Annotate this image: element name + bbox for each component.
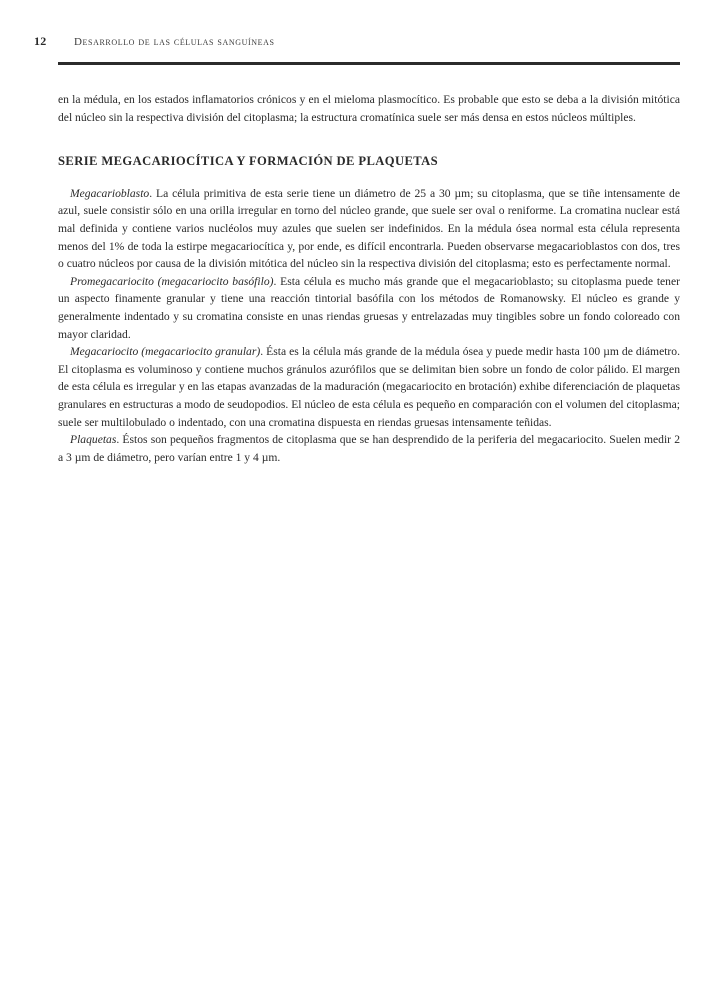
paragraph-megacarioblasto	[58, 185, 680, 273]
text-promegacariocito: . Esta célula es mucho más grande que el megacarioblasto; su citoplasma puede tener un aspecto finamente granular y tiene una reacción tintorial basófila con los métodos de Romanowsky. El núcleo es grande y generalmente indentado y su cromatina consiste en unas riendas gruesas y entrelazadas muy tingibles sobre un fondo coloreado con mayor claridad.	[58, 274, 680, 341]
running-head	[34, 34, 680, 56]
book-page	[34, 34, 680, 466]
paragraph-megacariocito	[58, 343, 680, 431]
text-plaquetas: . Éstos son pequeños fragmentos de citoplasma que se han desprendido de la periferia del megacariocito. Suelen medir 2 a 3 µm de diámetro, pero varían entre 1 y 4 µm.	[58, 433, 680, 464]
paragraph-promegacariocito	[58, 273, 680, 343]
paragraph-plaquetas	[58, 431, 680, 466]
page-number: 12	[34, 34, 47, 48]
term-promegacariocito: Promegacariocito (megacariocito basófilo)	[70, 274, 274, 288]
body-text	[58, 91, 680, 466]
intro-paragraph: en la médula, en los estados inflamatorios crónicos y en el mieloma plasmocítico. Es probable que esto se deba a la división mitótica del núcleo sin la respectiva división del citoplasma; la estructura cromatínica suele ser más densa en estos núcleos múltiples.	[58, 93, 680, 124]
text-megacarioblasto: . La célula primitiva de esta serie tiene un diámetro de 25 a 30 µm; su citoplasma, que se tiñe intensamente de azul, suele consistir sólo en una orilla irregular en torno del núcleo grande, que suele ser oval o reniforme. La cromatina nuclear está mal definida y contiene varios nucléolos muy azules que suelen ser indefinidos. En la médula ósea normal esta célula representa menos del 1% de toda la estirpe megacariocítica y, por ende, es difícil encontrarla. Pueden observarse megacarioblastos con dos, tres o cuatro núcleos por causa de la división mitótica del núcleo sin la respectiva división del citoplasma; esto es perfectamente normal.	[58, 186, 680, 271]
term-megacariocito: Megacariocito (megacariocito granular)	[70, 345, 261, 359]
term-plaquetas: Plaquetas	[70, 433, 117, 447]
section-heading: SERIE MEGACARIOCÍTICA Y FORMACIÓN DE PLAQUETAS	[58, 154, 439, 169]
text-megacariocito: . Ésta es la célula más grande de la médula ósea y puede medir hasta 100 µm de diámetro. El citoplasma es voluminoso y contiene muchos gránulos azurófilos que se delimitan bien sobre un fondo de color pálido. El margen de esta célula es irregular y en las etapas avanzadas de la maduración (megacariocito en brotación) exhibe diferenciación de plaquetas granulares en estructuras a modo de seudopodios. El núcleo de esta célula es pequeño en comparación con el volumen del citoplasma; suele ser multilobulado o indentado, con una cromatina dispuesta en riendas gruesas intensamente teñidas.	[58, 345, 680, 429]
running-title: Desarrollo de las células sanguíneas	[74, 36, 275, 48]
header-rule	[58, 62, 680, 65]
term-megacarioblasto: Megacarioblasto	[70, 186, 150, 200]
